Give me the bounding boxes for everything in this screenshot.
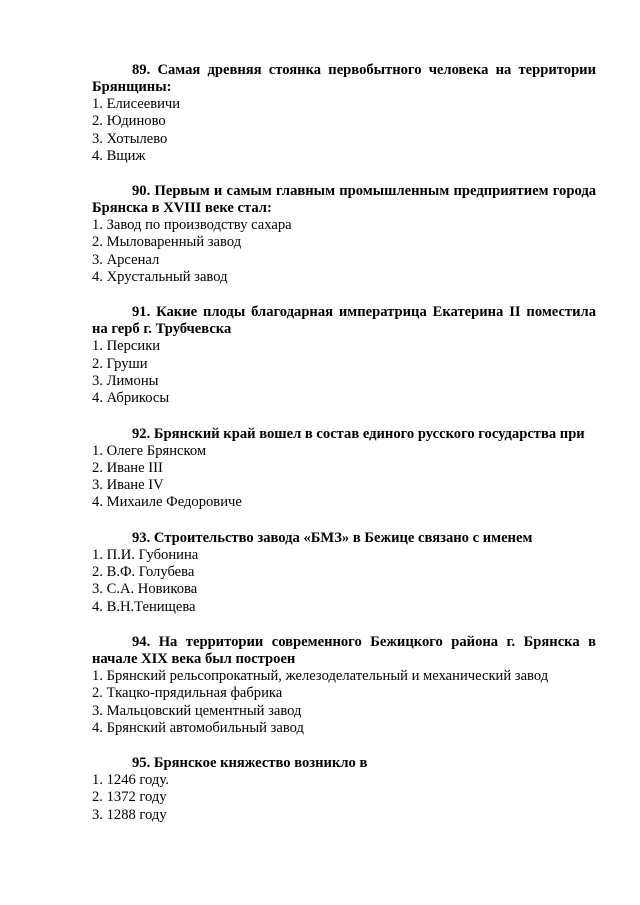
answer-option: 3. 1288 году — [92, 806, 167, 823]
answer-option: 1. П.И. Губонина — [92, 546, 199, 563]
answer-option: 4. В.Н.Тенищева — [92, 598, 196, 615]
answer-option: 4. Хрустальный завод — [92, 269, 228, 286]
answer-option: 2. Мыловаренный завод — [92, 234, 242, 251]
answer-option: 1. 1246 году. — [92, 772, 169, 789]
answer-options — [92, 668, 596, 737]
answer-option: 3. С.А. Новикова — [92, 581, 198, 598]
answer-option: 1. Брянский рельсопрокатный, железоделательный и механический завод — [92, 667, 549, 684]
answer-option: 1. Елисеевичи — [92, 96, 181, 112]
answer-option: 1. Завод по производству сахара — [92, 217, 292, 234]
question-title: 91. Какие плоды благодарная императрица Екатерина II поместила на герб г. Трубчевска — [92, 304, 596, 338]
question-93 — [92, 530, 596, 616]
question-title: 94. На территории современного Бежицкого района г. Брянска в начале XIX века был построен — [92, 633, 596, 667]
answer-option: 2. Юдиново — [92, 113, 166, 130]
answer-option: 4. Михаиле Федоровиче — [92, 494, 242, 511]
answer-option: 2. Груши — [92, 355, 148, 372]
answer-option: 3. Хотылево — [92, 130, 168, 147]
answer-option: 2. 1372 году — [92, 789, 167, 806]
answer-option: 3. Лимоны — [92, 372, 159, 389]
question-91 — [92, 304, 596, 407]
answer-option: 2. Ткацко-прядильная фабрика — [92, 685, 283, 702]
answer-option: 3. Иване IV — [92, 477, 164, 494]
question-90 — [92, 183, 596, 286]
answer-options — [92, 338, 596, 407]
answer-options — [92, 443, 596, 512]
answer-option: 3. Мальцовский цементный завод — [92, 702, 302, 719]
question-94 — [92, 634, 596, 737]
answer-option: 2. Иване III — [92, 459, 163, 476]
answer-option: 1. Персики — [92, 338, 161, 355]
question-89 — [92, 62, 596, 165]
question-title: 93. Строительство завода «БМЗ» в Бежице связано с именем — [132, 529, 533, 546]
answer-option: 3. Арсенал — [92, 251, 160, 268]
question-title: 89. Самая древняя стоянка первобытного человека на территории Брянщины: — [92, 62, 596, 95]
question-95 — [92, 755, 596, 824]
answer-option: 4. Абрикосы — [92, 390, 170, 407]
question-title: 95. Брянское княжество возникло в — [132, 755, 368, 772]
answer-option: 4. Вщиж — [92, 147, 146, 164]
answer-options — [92, 217, 596, 286]
question-title: 92. Брянский край вошел в состав единого русского государства при — [132, 425, 585, 442]
answer-options — [92, 96, 596, 165]
document-page — [92, 62, 596, 842]
answer-option: 1. Олеге Брянском — [92, 442, 207, 459]
answer-option: 2. В.Ф. Голубева — [92, 564, 195, 581]
question-title: 90. Первым и самым главным промышленным предприятием города Брянска в XVIII веке стал: — [92, 183, 596, 217]
question-92 — [92, 426, 596, 512]
answer-options — [92, 547, 596, 616]
answer-option: 4. Брянский автомобильный завод — [92, 719, 304, 736]
answer-options — [92, 772, 596, 824]
